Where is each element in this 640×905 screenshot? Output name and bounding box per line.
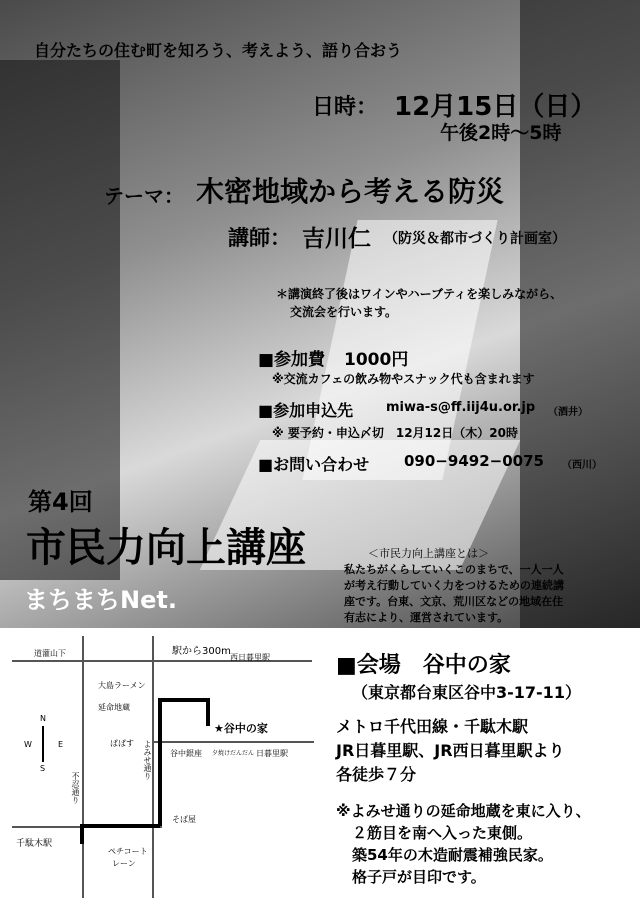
apply-person: （酒井）: [548, 407, 588, 418]
map-yanaka-no-ie: ★谷中の家: [214, 722, 268, 735]
route-left-vertical: [80, 826, 84, 844]
time-value: 午後2時〜5時: [440, 122, 562, 144]
route-vertical: [158, 698, 162, 826]
map-nippori: 日暮里駅: [256, 749, 288, 758]
apply-note: ※ 要予約・申込〆切 12月12日（木）20時: [272, 426, 518, 440]
apply-email[interactable]: miwa-s@ff.iij4u.or.jp: [386, 400, 536, 415]
direction-line-3: 築54年の木造耐震補強民家。: [352, 846, 553, 864]
about-line-3: 座です。台東、文京、荒川区などの地域在住: [344, 595, 564, 608]
access-map: [12, 636, 330, 898]
apply-label: ■参加申込先: [258, 401, 354, 420]
about-line-4: 有志により、運営されています。: [344, 611, 509, 624]
theme-label: テーマ：: [104, 184, 184, 208]
map-petit-court: ペチコート: [108, 847, 148, 856]
compass-n: N: [40, 714, 46, 723]
route-to-house: [206, 698, 210, 726]
fee-label: ■参加費: [258, 350, 326, 370]
fee-value: 1000円: [344, 350, 409, 370]
route-horizontal-1: [80, 824, 160, 828]
theme-value: 木密地域から考える防災: [196, 175, 505, 208]
direction-line-2: ２筋目を南へ入った東側。: [352, 824, 533, 842]
access-line-2: JR日暮里駅、JR西日暮里駅より: [336, 741, 565, 760]
contact-person: （西川）: [562, 460, 602, 471]
after-party-note-2: 交流会を行います。: [290, 305, 398, 319]
date-label: 日時：: [312, 95, 379, 120]
compass-e: E: [58, 740, 64, 749]
map-papasu: ぱぱす: [110, 739, 134, 748]
map-yuyake-dandan: 夕焼けだんだん: [212, 750, 255, 757]
map-enmei-jizo: 延命地蔵: [98, 703, 130, 712]
venue-section: [0, 628, 640, 905]
map-yomise: よみせ通り: [143, 740, 152, 780]
event-title: 市民力向上講座: [26, 525, 306, 571]
compass-icon: [42, 726, 44, 762]
access-line-1: メトロ千代田線・千駄木駅: [336, 717, 529, 736]
organizer-logo: まちまちNet.: [24, 586, 177, 614]
map-yanaka-ginza: 谷中銀座: [170, 749, 202, 758]
route-horizontal-2: [158, 698, 210, 702]
date-value: 12月15日（日）: [394, 92, 597, 122]
about-line-2: が考え行動していく力をつけるための連続講: [344, 579, 564, 592]
compass-s: S: [40, 764, 46, 773]
map-lane: レーン: [112, 859, 136, 868]
lecturer-org: （防災＆都市づくり計画室）: [384, 231, 566, 247]
compass-w: W: [24, 740, 32, 749]
map-ojima-ramen: 大島ラーメン: [98, 681, 146, 690]
tagline: 自分たちの住む町を知ろう、考えよう、語り合おう: [34, 41, 403, 60]
map-nishi-nippori: 西日暮里駅: [230, 653, 270, 662]
after-party-note-1: ＊講演終了後はワインやハーブティを楽しみながら、: [276, 287, 563, 301]
road-yanaka-ginza: [154, 741, 314, 743]
map-shinobazu: 不忍通り: [71, 772, 80, 804]
fee-note: ※交流カフェの飲み物やスナック代も含まれます: [272, 372, 535, 386]
about-line-1: 私たちがくらしていくこのまちで、一人一人: [344, 563, 564, 576]
venue-label: ■会場 谷中の家: [336, 653, 511, 678]
event-number: 第4回: [28, 488, 93, 516]
road-left: [82, 636, 84, 898]
map-sobaya: そば屋: [172, 815, 196, 824]
map-from-station: 駅から300m: [172, 646, 231, 657]
direction-line-4: 格子戸が目印です。: [352, 868, 486, 886]
lecturer-name: 吉川仁: [302, 226, 371, 252]
contact-phone: 090−9492−0075: [404, 452, 544, 470]
about-heading: ＜市民力向上講座とは＞: [368, 547, 489, 560]
direction-line-1: ※よみせ通りの延命地蔵を東に入り、: [336, 802, 591, 820]
map-sendagi: 千駄木駅: [16, 839, 53, 849]
contact-label: ■お問い合わせ: [258, 455, 370, 474]
lecturer-label: 講師：: [228, 226, 291, 250]
venue-address: （東京都台東区谷中3-17-11）: [352, 683, 581, 702]
access-line-3: 各徒歩７分: [336, 765, 417, 784]
map-dokanyama: 道灌山下: [34, 649, 66, 658]
